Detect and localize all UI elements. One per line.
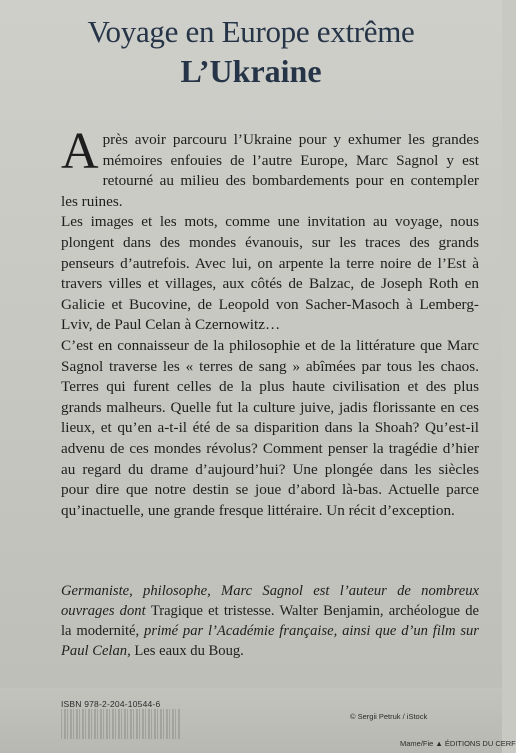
bio-italic-2: primé par l’Académie française, ainsi que d’un film sur Paul Celan, xyxy=(61,623,479,659)
bio-work-1: Tragique et tristesse. Walter Benjamin, archéologue de la modernité, xyxy=(61,603,479,639)
bio-italic-1: Germaniste, philosophe, Marc Sagnol est l’auteur de nombreux ouvrages dont xyxy=(61,583,479,619)
title-subtitle: L’Ukraine xyxy=(180,53,322,89)
publisher-logo: Mame/Fie ▲ ÉDITIONS DU CERF xyxy=(400,739,516,748)
title-block xyxy=(0,14,502,90)
author-bio xyxy=(61,581,479,661)
blurb-text xyxy=(61,123,479,521)
paragraph-2: Les images et les mots, comme une invitation au voyage, nous plongent dans des mondes évanouis, sur les traces des grands penseurs d’autrefois. Avec lui, on arpente la terre noire de l’Est à travers villes et villages, aux côtés de Balzac, de Joseph Roth en Galicie et Bucovine, de Leopold von Sacher-Masoch à Lemberg-Lviv, de Paul Celan à Czernowitz… xyxy=(61,213,479,334)
isbn-text: ISBN 978-2-204-10544-6 xyxy=(61,699,161,709)
paragraph-1-text: près avoir parcouru l’Ukraine pour y exhumer les grandes mémoires enfouies de l’autre Europe, Marc Sagnol y est retourné au milieu des bombardements pour en contempler les ruines. xyxy=(61,131,479,210)
paragraph-3: C’est en connaisseur de la philosophie et de la littérature que Marc Sagnol traverse les « terres de sang » abîmées par tous les chaos. Terres qui furent celles de la plus haute civilisation et des plus grands malheurs. Quelle fut la culture juive, jadis florissante en ces lieux, et qu’en a-t-il été de sa disparition dans la Shoah? Qu’est-il advenu de ces mondes révolus? Comment penser la tragédie d’hier au regard du drame d’aujourd’hui? Une plongée dans les siècles pour dire que notre destin se joue d’abord là-bas. Actuelle parce qu’inactuelle, une grande fresque littéraire. Un récit d’exception. xyxy=(61,336,479,519)
barcode-icon xyxy=(61,709,181,739)
drop-cap: A xyxy=(61,123,99,180)
paragraph-1 xyxy=(61,123,479,212)
photo-credit: © Sergii Petruk / iStock xyxy=(350,712,428,721)
title-main: Voyage en Europe extrême xyxy=(87,14,415,49)
bio-work-2: Les eaux du Boug. xyxy=(134,643,244,659)
